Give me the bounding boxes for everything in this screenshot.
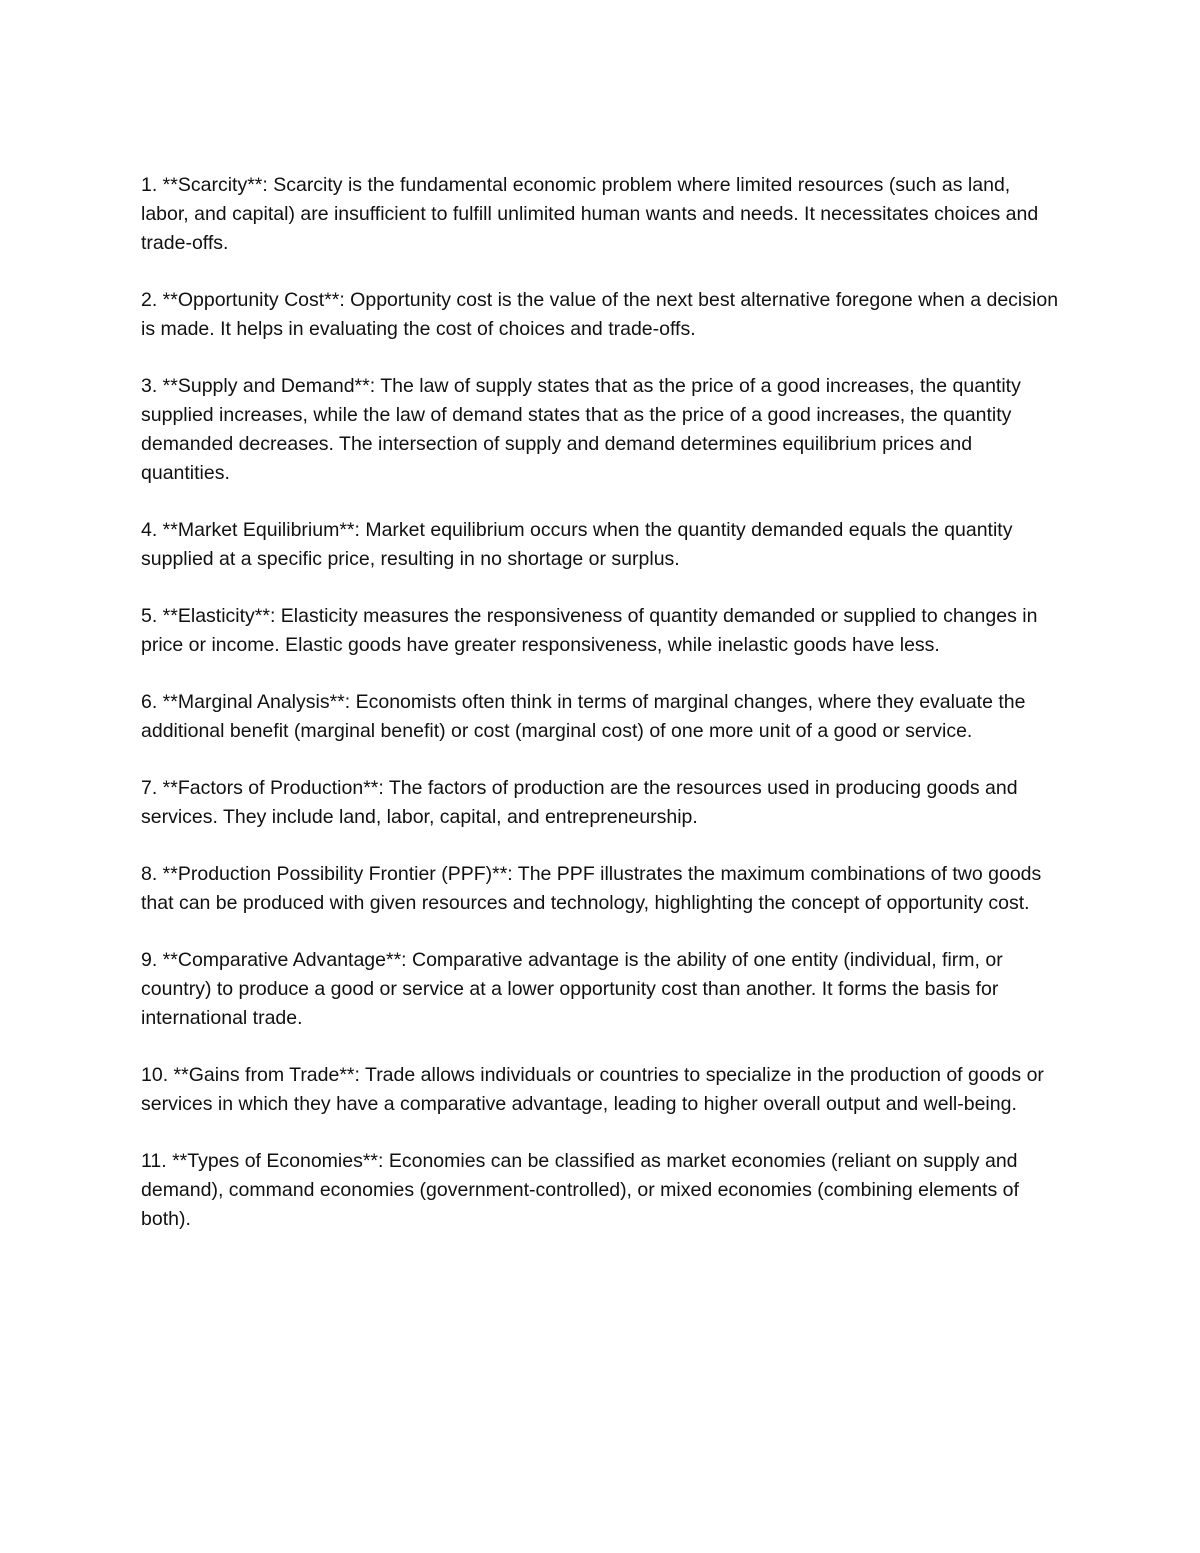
paragraph-comparative-advantage: 9. **Comparative Advantage**: Comparative advantage is the ability of one entity (individual, firm, or country) to produce a good or service at a lower opportunity cost than another. It forms the basis for international trade. bbox=[141, 949, 1003, 1029]
paragraph-supply-and-demand: 3. **Supply and Demand**: The law of supply states that as the price of a good increases, the quantity supplied increases, while the law of demand states that as the price of a good increases, the quantity demanded decreases. The intersection of supply and demand determines equilibrium prices and quantities. bbox=[141, 375, 1021, 484]
document-body bbox=[141, 171, 1061, 1234]
paragraph-production-possibility-frontier: 8. **Production Possibility Frontier (PPF)**: The PPF illustrates the maximum combinations of two goods that can be produced with given resources and technology, highlighting the concept of opportunity cost. bbox=[141, 863, 1042, 914]
paragraph-marginal-analysis: 6. **Marginal Analysis**: Economists often think in terms of marginal changes, where they evaluate the additional benefit (marginal benefit) or cost (marginal cost) of one more unit of a good or service. bbox=[141, 691, 1026, 742]
paragraph-types-of-economies: 11. **Types of Economies**: Economies can be classified as market economies (reliant on supply and demand), command economies (government-controlled), or mixed economies (combining elements of both). bbox=[141, 1150, 1019, 1230]
paragraph-scarcity: 1. **Scarcity**: Scarcity is the fundamental economic problem where limited resources (such as land, labor, and capital) are insufficient to fulfill unlimited human wants and needs. It necessitates choices and trade-offs. bbox=[141, 174, 1039, 254]
paragraph-market-equilibrium: 4. **Market Equilibrium**: Market equilibrium occurs when the quantity demanded equals the quantity supplied at a specific price, resulting in no shortage or surplus. bbox=[141, 519, 1013, 570]
paragraph-gains-from-trade: 10. **Gains from Trade**: Trade allows individuals or countries to specialize in the production of goods or services in which they have a comparative advantage, leading to higher overall output and well-being. bbox=[141, 1064, 1044, 1115]
paragraph-factors-of-production: 7. **Factors of Production**: The factors of production are the resources used in producing goods and services. They include land, labor, capital, and entrepreneurship. bbox=[141, 777, 1018, 828]
paragraph-elasticity: 5. **Elasticity**: Elasticity measures the responsiveness of quantity demanded or supplied to changes in price or income. Elastic goods have greater responsiveness, while inelastic goods have less. bbox=[141, 605, 1038, 656]
paragraph-opportunity-cost: 2. **Opportunity Cost**: Opportunity cost is the value of the next best alternative foregone when a decision is made. It helps in evaluating the cost of choices and trade-offs. bbox=[141, 289, 1059, 340]
